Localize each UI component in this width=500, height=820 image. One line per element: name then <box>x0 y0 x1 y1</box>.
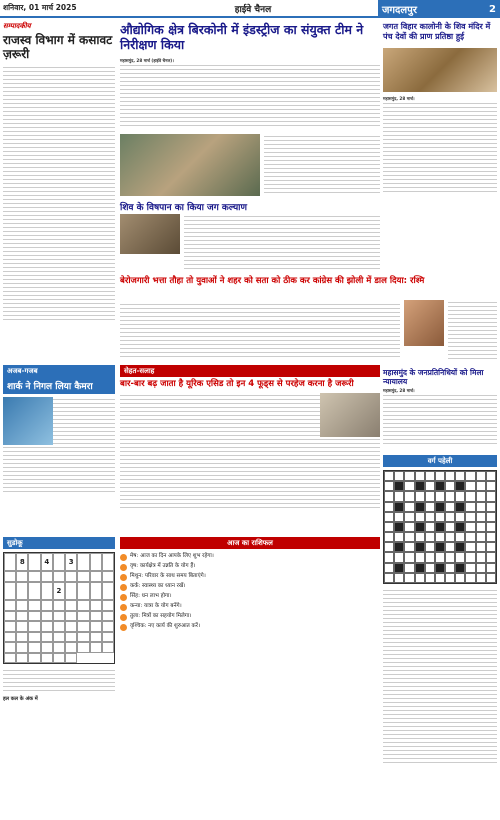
crossword-cell <box>384 491 394 501</box>
sudoku-cell <box>28 600 40 610</box>
crossword-cell <box>465 532 475 542</box>
crossword-cell <box>486 522 496 532</box>
sudoku-cell <box>53 653 65 663</box>
shiv-story-body <box>184 214 380 272</box>
sudoku-cell <box>16 642 28 652</box>
sudoku-cell <box>41 632 53 642</box>
crossword-cell <box>394 522 404 532</box>
shiv-story-photo <box>120 214 180 254</box>
crossword-cell <box>465 552 475 562</box>
crossword-cell <box>486 481 496 491</box>
rashifal-item <box>120 593 380 601</box>
sudoku-cell <box>77 553 89 571</box>
zodiac-icon <box>120 624 127 631</box>
crossword-cell <box>435 532 445 542</box>
crossword-cell <box>394 481 404 491</box>
crossword-cell <box>415 512 425 522</box>
crossword-cell <box>455 522 465 532</box>
sudoku-cell <box>65 582 77 600</box>
sudoku-cell <box>65 600 77 610</box>
crossword-cell <box>384 563 394 573</box>
crossword-block <box>383 455 497 764</box>
crossword-cell <box>476 491 486 501</box>
sudoku-cell <box>28 571 40 581</box>
crossword-cell <box>465 563 475 573</box>
mahila-dateline: महासमुंद, 28 मार्च। <box>383 388 415 393</box>
crossword-cell <box>486 573 496 583</box>
crossword-cell <box>455 542 465 552</box>
sudoku-cell: 2 <box>53 582 65 600</box>
sudoku-instructions <box>3 668 115 694</box>
sudoku-cell <box>90 632 102 642</box>
shiv-story-headline: शिव के विषपान का किया जग कल्याण <box>120 203 248 213</box>
sudoku-cell <box>90 553 102 571</box>
crossword-cell <box>415 481 425 491</box>
crossword-cell <box>435 502 445 512</box>
ajab-gajab-label: अजब-गजब <box>3 365 115 377</box>
rashifal-item <box>120 603 380 611</box>
main-story-body-continued <box>264 134 380 196</box>
crossword-cell <box>476 502 486 512</box>
sudoku-cell <box>90 600 102 610</box>
crossword-cell <box>425 502 435 512</box>
crossword-cell <box>425 563 435 573</box>
zodiac-icon <box>120 564 127 571</box>
crossword-cell <box>425 491 435 501</box>
sudoku-cell <box>65 621 77 631</box>
sudoku-cell <box>41 642 53 652</box>
crossword-cell <box>404 471 414 481</box>
rashifal-label: आज का राशिफल <box>120 537 380 549</box>
zodiac-icon <box>120 554 127 561</box>
crossword-cell <box>415 552 425 562</box>
crossword-cell <box>394 532 404 542</box>
mahila-body <box>383 388 497 448</box>
crossword-cell <box>486 512 496 522</box>
crossword-cell <box>445 532 455 542</box>
crossword-cell <box>476 481 486 491</box>
crossword-cell <box>476 542 486 552</box>
crossword-cell <box>445 522 455 532</box>
sudoku-cell: 4 <box>41 553 53 571</box>
crossword-cell <box>435 563 445 573</box>
rashifal-text: वृश्चिक: नए कार्य की शुरुआत करें। <box>130 623 201 629</box>
crossword-cell <box>445 542 455 552</box>
crossword-cell <box>455 481 465 491</box>
crossword-cell <box>404 563 414 573</box>
ajab-gajab-headline: शार्क ने निगल लिया कैमरा <box>3 377 115 394</box>
crossword-cell <box>404 552 414 562</box>
right-story-photo <box>383 48 497 92</box>
crossword-cell <box>394 471 404 481</box>
right-story-body <box>383 96 497 198</box>
crossword-cell <box>455 573 465 583</box>
crossword-cell <box>486 563 496 573</box>
crossword-cell <box>445 502 455 512</box>
city-name: जगदलपुर <box>382 5 417 16</box>
sudoku-cell <box>16 621 28 631</box>
crossword-cell <box>394 563 404 573</box>
sudoku-cell <box>4 611 16 621</box>
sehat-block <box>120 365 380 511</box>
crossword-cell <box>465 573 475 583</box>
sudoku-cell <box>102 582 114 600</box>
zodiac-icon <box>120 584 127 591</box>
crossword-cell <box>455 502 465 512</box>
crossword-cell <box>465 491 475 501</box>
sudoku-cell <box>102 621 114 631</box>
sudoku-cell <box>90 582 102 600</box>
crossword-cell <box>486 542 496 552</box>
crossword-cell <box>476 563 486 573</box>
sudoku-cell <box>41 621 53 631</box>
crossword-cell <box>435 552 445 562</box>
sudoku-cell <box>4 642 16 652</box>
sudoku-cell <box>77 642 89 652</box>
sudoku-cell <box>28 553 40 571</box>
crossword-cell <box>476 552 486 562</box>
crossword-cell <box>476 522 486 532</box>
crossword-label: वर्ग पहेली <box>383 455 497 467</box>
sudoku-cell <box>4 653 16 663</box>
sudoku-cell <box>65 642 77 652</box>
crossword-cell <box>425 481 435 491</box>
crossword-cell <box>394 542 404 552</box>
sudoku-cell <box>41 653 53 663</box>
crossword-cell <box>435 471 445 481</box>
crossword-cell <box>404 522 414 532</box>
sudoku-cell <box>4 553 16 571</box>
sudoku-cell <box>16 632 28 642</box>
crossword-cell <box>455 491 465 501</box>
crossword-cell <box>425 512 435 522</box>
sudoku-cell <box>53 642 65 652</box>
sudoku-cell <box>16 611 28 621</box>
crossword-cell <box>486 552 496 562</box>
crossword-cell <box>445 552 455 562</box>
editorial-column <box>3 22 115 320</box>
crossword-cell <box>486 471 496 481</box>
sudoku-cell <box>77 571 89 581</box>
sudoku-cell: 3 <box>65 553 77 571</box>
zodiac-icon <box>120 574 127 581</box>
main-story-body <box>120 58 380 132</box>
sudoku-label: सुडोकू <box>3 537 115 549</box>
sudoku-cell <box>102 632 114 642</box>
crossword-cell <box>445 573 455 583</box>
sudoku-cell <box>4 571 16 581</box>
crossword-cell <box>394 502 404 512</box>
sudoku-grid <box>3 552 115 664</box>
crossword-cell <box>425 471 435 481</box>
sudoku-cell <box>16 582 28 600</box>
crossword-cell <box>465 522 475 532</box>
crossword-cell <box>455 532 465 542</box>
crossword-cell <box>435 542 445 552</box>
sudoku-cell <box>4 632 16 642</box>
crossword-clues <box>383 588 497 764</box>
crossword-cell <box>384 522 394 532</box>
rashifal-list <box>120 553 380 631</box>
crossword-cell <box>465 542 475 552</box>
sudoku-cell <box>65 571 77 581</box>
sudoku-cell <box>28 621 40 631</box>
crossword-cell <box>465 502 475 512</box>
sudoku-cell <box>16 600 28 610</box>
crossword-cell <box>394 552 404 562</box>
sudoku-cell: 8 <box>16 553 28 571</box>
sehat-label: सेहत-सलाह <box>120 365 380 377</box>
crossword-cell <box>404 573 414 583</box>
rashifal-text: तुला: मित्रों का सहयोग मिलेगा। <box>130 613 192 619</box>
sudoku-cell <box>28 632 40 642</box>
sudoku-cell <box>65 653 77 663</box>
crossword-cell <box>415 542 425 552</box>
sudoku-cell <box>77 621 89 631</box>
crossword-cell <box>425 532 435 542</box>
main-story-dateline: महासमुंद, 28 मार्च (हाईवे चैनल)। <box>120 58 174 63</box>
sudoku-cell <box>102 611 114 621</box>
crossword-cell <box>404 502 414 512</box>
sudoku-cell <box>65 611 77 621</box>
masthead <box>0 0 500 18</box>
rashifal-item <box>120 613 380 621</box>
ajab-gajab-block <box>3 365 115 493</box>
crossword-cell <box>465 471 475 481</box>
sudoku-cell <box>41 571 53 581</box>
sudoku-cell <box>16 571 28 581</box>
sudoku-cell <box>90 621 102 631</box>
berojgari-body-right <box>448 300 497 360</box>
sudoku-cell <box>65 632 77 642</box>
sudoku-cell <box>53 600 65 610</box>
rashifal-text: कर्क: स्वास्थ्य का ध्यान रखें। <box>130 583 186 589</box>
crossword-cell <box>486 532 496 542</box>
sudoku-cell <box>4 621 16 631</box>
crossword-cell <box>384 512 394 522</box>
crossword-cell <box>445 481 455 491</box>
crossword-cell <box>384 481 394 491</box>
crossword-cell <box>404 481 414 491</box>
crossword-cell <box>415 522 425 532</box>
rashifal-item <box>120 573 380 581</box>
crossword-cell <box>415 573 425 583</box>
crossword-cell <box>404 542 414 552</box>
sudoku-cell <box>53 632 65 642</box>
sudoku-cell <box>28 653 40 663</box>
zodiac-icon <box>120 604 127 611</box>
zodiac-icon <box>120 594 127 601</box>
crossword-cell <box>425 542 435 552</box>
shark-photo <box>3 397 53 445</box>
sudoku-cell <box>102 600 114 610</box>
crossword-cell <box>435 491 445 501</box>
rashifal-text: सिंह: धन लाभ होगा। <box>130 593 172 599</box>
rashifal-item <box>120 583 380 591</box>
crossword-cell <box>445 491 455 501</box>
rashifal-text: वृष: कार्यक्षेत्र में उन्नति के योग हैं। <box>130 563 196 569</box>
sudoku-cell <box>90 611 102 621</box>
crossword-cell <box>486 491 496 501</box>
sudoku-cell <box>41 582 53 600</box>
crossword-cell <box>404 532 414 542</box>
crossword-cell <box>415 471 425 481</box>
crossword-cell <box>384 552 394 562</box>
crossword-cell <box>394 573 404 583</box>
sudoku-cell <box>77 582 89 600</box>
crossword-cell <box>455 471 465 481</box>
crossword-cell <box>404 491 414 501</box>
berojgari-headline: बेरोजगारी भत्ता तौहा तो युवाओं ने शहर को सता को ठीक कर कांग्रेस की झोली में डाल दिया: रश्मि <box>120 276 425 286</box>
crossword-cell <box>465 481 475 491</box>
crossword-cell <box>435 522 445 532</box>
crossword-cell <box>425 552 435 562</box>
crossword-cell <box>476 471 486 481</box>
rashifal-item <box>120 623 380 631</box>
sudoku-cell <box>102 642 114 652</box>
page-number: 2 <box>489 3 496 15</box>
main-story-photo <box>120 134 260 196</box>
crossword-cell <box>435 481 445 491</box>
editorial-headline: राजस्व विभाग में कसावट ज़रूरी <box>3 33 113 61</box>
rashifal-text: मिथुन: परिवार के साथ समय बिताएंगे। <box>130 573 206 579</box>
crossword-cell <box>425 573 435 583</box>
rashifal-text: मेष: आज का दिन आपके लिए शुभ रहेगा। <box>130 553 214 559</box>
berojgari-photo <box>404 300 444 346</box>
crossword-cell <box>465 512 475 522</box>
crossword-cell <box>415 532 425 542</box>
sudoku-cell <box>53 621 65 631</box>
crossword-cell <box>384 502 394 512</box>
right-story-headline: जगत विहार कालोनी के शिव मंदिर में पंच देवों की प्राण प्रतिष्ठा हुई <box>383 22 491 41</box>
paper-name: हाईवे चैनल <box>128 0 378 18</box>
city-banner <box>378 0 500 18</box>
sudoku-note: हल कल के अंक में <box>3 696 38 702</box>
sudoku-cell <box>77 600 89 610</box>
editorial-section-title: सम्पादकीय <box>3 22 31 30</box>
crossword-cell <box>384 573 394 583</box>
rashifal-item <box>120 563 380 571</box>
sudoku-cell <box>90 642 102 652</box>
sudoku-cell <box>16 653 28 663</box>
crossword-cell <box>415 502 425 512</box>
main-story-headline: औद्योगिक क्षेत्र बिरकोनी में इंडस्ट्रीज का संयुक्त टीम ने निरीक्षण किया <box>120 22 364 52</box>
crossword-cell <box>384 471 394 481</box>
sudoku-cell <box>102 553 114 571</box>
crossword-cell <box>384 532 394 542</box>
crossword-cell <box>415 491 425 501</box>
zodiac-icon <box>120 614 127 621</box>
crossword-cell <box>455 552 465 562</box>
crossword-cell <box>445 471 455 481</box>
crossword-cell <box>415 563 425 573</box>
crossword-cell <box>425 522 435 532</box>
sehat-headline: बार-बार बढ़ जाता है यूरिक एसिड तो इन 4 फूड्स से परहेज करना है जरूरी <box>120 379 354 389</box>
crossword-cell <box>476 532 486 542</box>
mahila-headline: महासमुंद के जनप्रतिनिधियों को मिला न्यायालय <box>383 368 484 386</box>
sudoku-cell <box>4 600 16 610</box>
sudoku-cell <box>41 600 53 610</box>
crossword-cell <box>445 563 455 573</box>
crossword-cell <box>476 573 486 583</box>
sudoku-cell <box>102 571 114 581</box>
sudoku-cell <box>77 632 89 642</box>
sudoku-cell <box>4 582 16 600</box>
crossword-cell <box>435 573 445 583</box>
crossword-cell <box>384 542 394 552</box>
right-story-dateline: महासमुंद, 28 मार्च। <box>383 96 415 101</box>
crossword-cell <box>476 512 486 522</box>
rashifal-text: कन्या: यात्रा के योग बनेंगे। <box>130 603 182 609</box>
sudoku-cell <box>28 582 40 600</box>
berojgari-body <box>120 302 400 360</box>
sudoku-cell <box>77 611 89 621</box>
sudoku-cell <box>53 571 65 581</box>
sudoku-cell <box>53 611 65 621</box>
rashifal-block <box>120 537 380 633</box>
sudoku-cell <box>53 553 65 571</box>
sehat-photo <box>320 393 380 437</box>
crossword-grid <box>383 470 497 584</box>
rashifal-item <box>120 553 380 561</box>
crossword-cell <box>445 512 455 522</box>
crossword-cell <box>394 512 404 522</box>
crossword-cell <box>435 512 445 522</box>
sudoku-block <box>3 537 115 702</box>
issue-date: शनिवार, 01 मार्च 2025 <box>0 0 128 18</box>
editorial-body <box>3 65 115 320</box>
sudoku-cell <box>41 611 53 621</box>
crossword-cell <box>394 491 404 501</box>
crossword-cell <box>404 512 414 522</box>
sudoku-cell <box>28 642 40 652</box>
crossword-cell <box>455 563 465 573</box>
crossword-cell <box>455 512 465 522</box>
sudoku-cell <box>28 611 40 621</box>
crossword-cell <box>486 502 496 512</box>
sudoku-cell <box>90 571 102 581</box>
